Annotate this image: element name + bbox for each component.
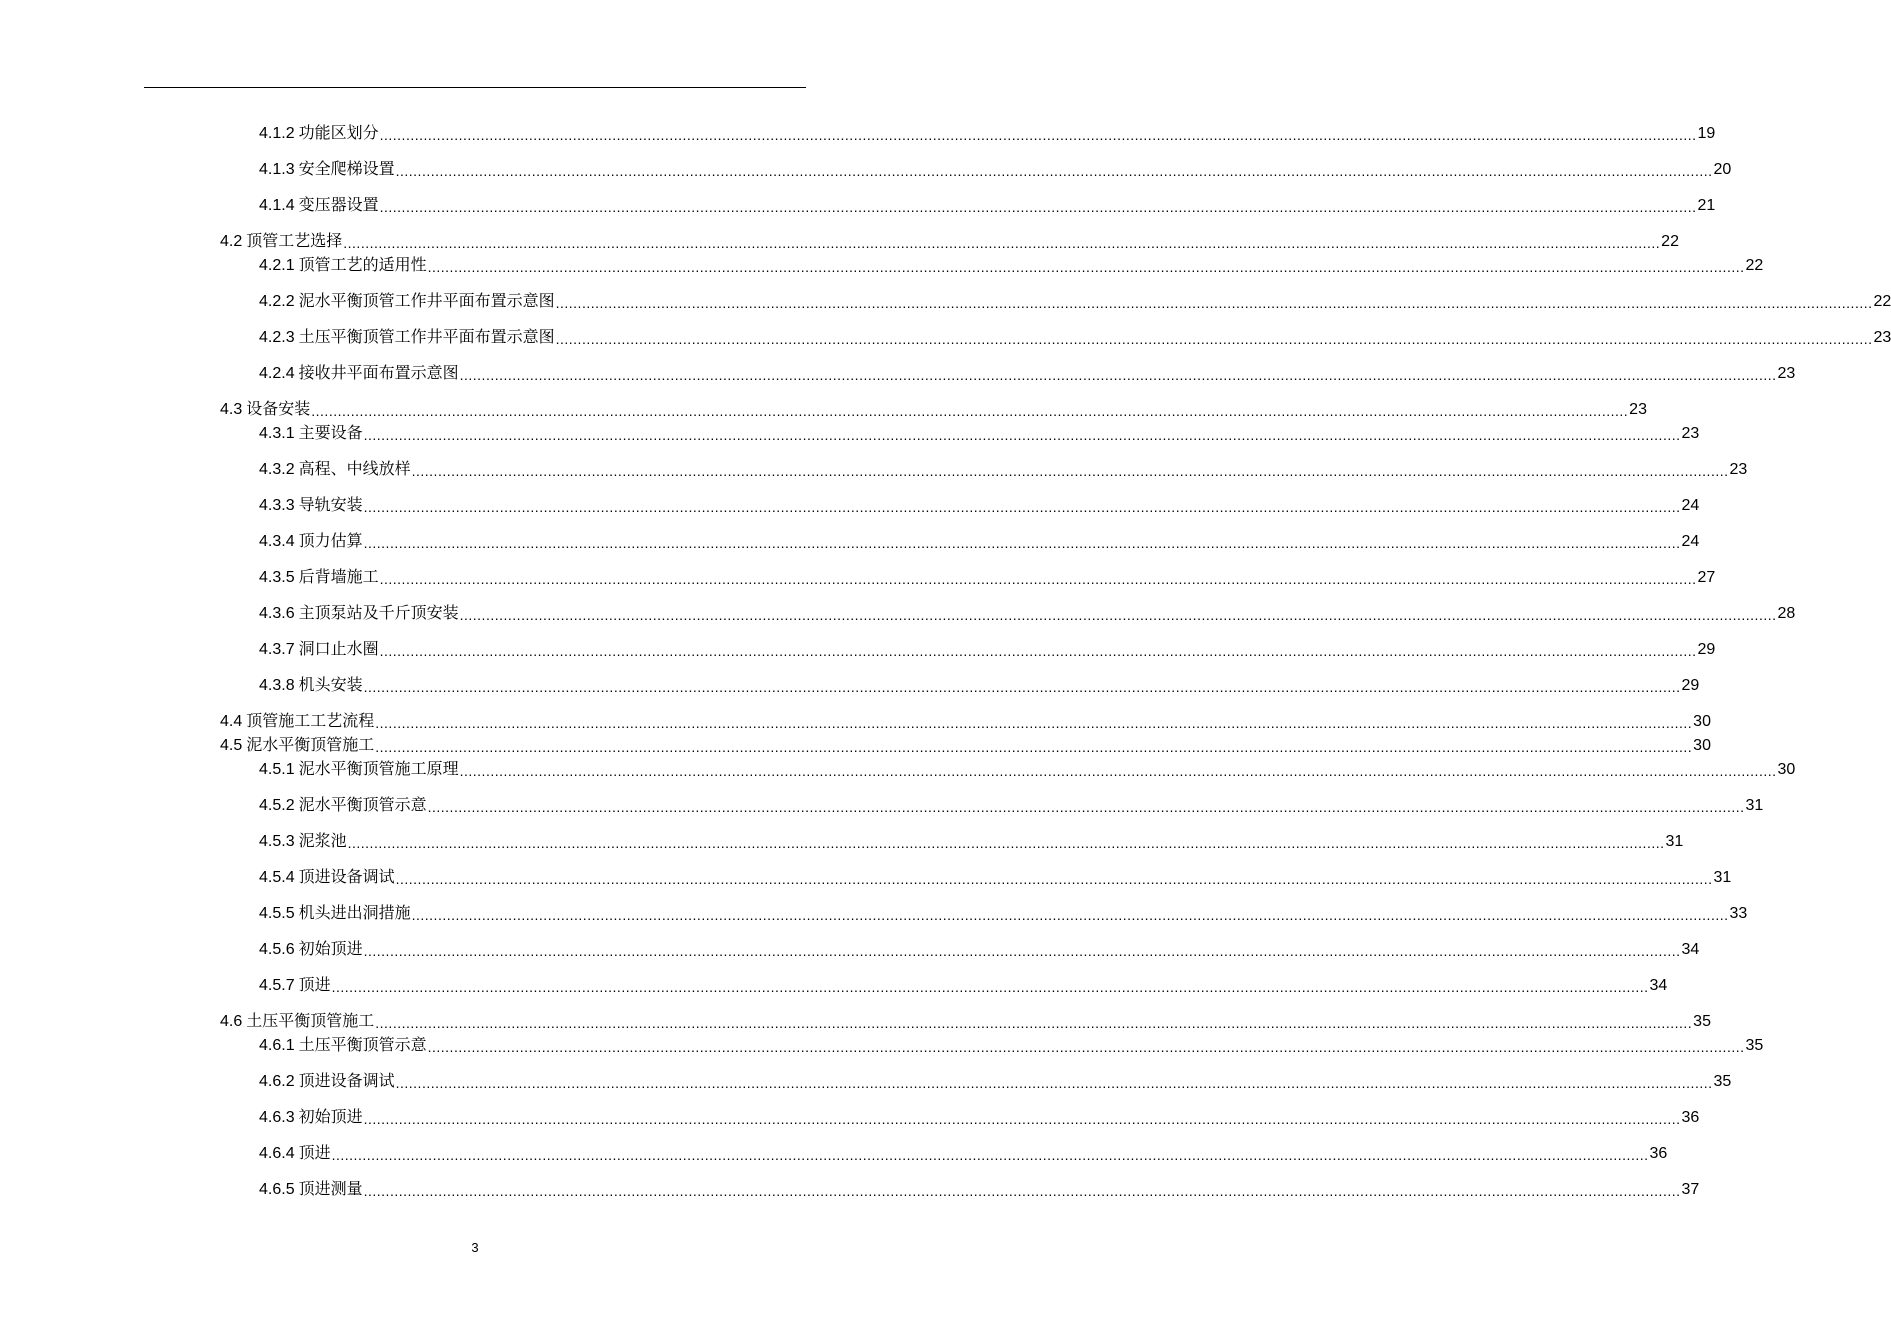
toc-dot-leader: ............................................................................................................................................................................................................................................................................................................ xyxy=(363,943,1681,959)
toc-dot-leader: ............................................................................................................................................................................................................................................................................................................ xyxy=(375,739,1693,755)
toc-entry[interactable] xyxy=(259,456,1748,480)
toc-entry-title: 顶进设备调试 xyxy=(298,1073,395,1090)
toc-entry-page: 29 xyxy=(1697,641,1716,658)
toc-entry-page: 35 xyxy=(1693,1013,1711,1030)
toc-entry-number: 4.4 xyxy=(220,713,243,730)
toc-entry-page: 22 xyxy=(1745,257,1764,274)
toc-entry-number: 4.3.8 xyxy=(259,677,295,694)
toc-entry-title: 后背墙施工 xyxy=(298,569,379,586)
toc-entry-number: 4.3.6 xyxy=(259,605,295,622)
toc-dot-leader: ............................................................................................................................................................................................................................................................................................................ xyxy=(375,715,1693,731)
toc-entry-number: 4.2.1 xyxy=(259,257,295,274)
toc-entry-number: 4.5 xyxy=(220,737,243,754)
toc-entry-title: 主要设备 xyxy=(298,425,363,442)
toc-entry[interactable] xyxy=(259,192,1716,216)
toc-entry-page: 23 xyxy=(1873,329,1891,346)
toc-dot-leader: ............................................................................................................................................................................................................................................................................................................ xyxy=(363,1111,1681,1127)
toc-entry[interactable] xyxy=(259,756,1796,780)
toc-entry[interactable] xyxy=(259,324,1891,348)
toc-dot-leader: ............................................................................................................................................................................................................................................................................................................ xyxy=(363,499,1681,515)
toc-dot-leader: ............................................................................................................................................................................................................................................................................................................ xyxy=(427,1039,1745,1055)
page-number: 3 xyxy=(471,1240,479,1255)
toc-dot-leader: ............................................................................................................................................................................................................................................................................................................ xyxy=(555,295,1873,311)
toc-entry-page: 29 xyxy=(1681,677,1700,694)
toc-entry-number: 4.3.4 xyxy=(259,533,295,550)
toc-entry-number: 4.5.3 xyxy=(259,833,295,850)
toc-entry-page: 27 xyxy=(1697,569,1716,586)
toc-dot-leader: ............................................................................................................................................................................................................................................................................................................ xyxy=(379,127,1697,143)
toc-dot-leader: ............................................................................................................................................................................................................................................................................................................ xyxy=(459,763,1777,779)
toc-entry-number: 4.5.6 xyxy=(259,941,295,958)
toc-dot-leader: ............................................................................................................................................................................................................................................................................................................ xyxy=(395,871,1713,887)
toc-entry-title: 泥水平衡顶管施工原理 xyxy=(298,761,459,778)
toc-entry[interactable] xyxy=(259,1068,1732,1092)
toc-entry-number: 4.6.5 xyxy=(259,1181,295,1198)
toc-dot-leader: ............................................................................................................................................................................................................................................................................................................ xyxy=(379,571,1697,587)
toc-entry[interactable] xyxy=(220,1008,1711,1032)
toc-entry-number: 4.2.4 xyxy=(259,365,295,382)
toc-entry-page: 37 xyxy=(1681,1181,1700,1198)
toc-dot-leader: ............................................................................................................................................................................................................................................................................................................ xyxy=(555,331,1873,347)
toc-entry[interactable] xyxy=(259,564,1716,588)
toc-entry-number: 4.2 xyxy=(220,233,243,250)
toc-entry[interactable] xyxy=(259,288,1891,312)
toc-entry-number: 4.1.3 xyxy=(259,161,295,178)
toc-entry[interactable] xyxy=(259,1032,1764,1056)
toc-entry-title: 泥水平衡顶管示意 xyxy=(298,797,427,814)
toc-entry-page: 23 xyxy=(1629,401,1647,418)
toc-dot-leader: ............................................................................................................................................................................................................................................................................................................ xyxy=(379,643,1697,659)
toc-dot-leader: ............................................................................................................................................................................................................................................................................................................ xyxy=(459,367,1777,383)
toc-dot-leader: ............................................................................................................................................................................................................................................................................................................ xyxy=(347,835,1665,851)
toc-entry-page: 35 xyxy=(1745,1037,1764,1054)
toc-entry[interactable] xyxy=(220,732,1711,756)
toc-entry[interactable] xyxy=(259,492,1700,516)
toc-entry[interactable] xyxy=(259,1140,1668,1164)
toc-entry-number: 4.6 xyxy=(220,1013,243,1030)
toc-dot-leader: ............................................................................................................................................................................................................................................................................................................ xyxy=(343,235,1661,251)
toc-dot-leader: ............................................................................................................................................................................................................................................................................................................ xyxy=(411,907,1729,923)
toc-entry-page: 36 xyxy=(1649,1145,1668,1162)
toc-entry-number: 4.5.7 xyxy=(259,977,295,994)
toc-entry-number: 4.2.3 xyxy=(259,329,295,346)
toc-entry-page: 34 xyxy=(1681,941,1700,958)
toc-entry-title: 顶管工艺选择 xyxy=(246,233,343,250)
toc-entry-page: 23 xyxy=(1729,461,1748,478)
toc-entry-number: 4.6.4 xyxy=(259,1145,295,1162)
toc-entry-number: 4.3.5 xyxy=(259,569,295,586)
toc-dot-leader: ............................................................................................................................................................................................................................................................................................................ xyxy=(375,1015,1693,1031)
toc-entry-title: 洞口止水圈 xyxy=(298,641,379,658)
toc-dot-leader: ............................................................................................................................................................................................................................................................................................................ xyxy=(379,199,1697,215)
toc-entry-title: 变压器设置 xyxy=(298,197,379,214)
toc-entry-number: 4.2.2 xyxy=(259,293,295,310)
toc-entry-page: 36 xyxy=(1681,1109,1700,1126)
toc-entry-number: 4.5.5 xyxy=(259,905,295,922)
toc-entry-number: 4.5.1 xyxy=(259,761,295,778)
toc-entry-page: 35 xyxy=(1713,1073,1732,1090)
toc-entry[interactable] xyxy=(259,600,1796,624)
toc-entry[interactable] xyxy=(259,936,1700,960)
toc-entry[interactable] xyxy=(259,900,1748,924)
toc-entry-title: 初始顶进 xyxy=(298,941,363,958)
toc-entry-title: 顶管施工工艺流程 xyxy=(246,713,375,730)
toc-dot-leader: ............................................................................................................................................................................................................................................................................................................ xyxy=(331,1147,1649,1163)
toc-entry-page: 33 xyxy=(1729,905,1748,922)
toc-dot-leader: ............................................................................................................................................................................................................................................................................................................ xyxy=(363,535,1681,551)
toc-entry[interactable] xyxy=(220,708,1711,732)
toc-entry[interactable] xyxy=(220,396,1647,420)
toc-dot-leader: ............................................................................................................................................................................................................................................................................................................ xyxy=(395,1075,1713,1091)
toc-entry-number: 4.3.2 xyxy=(259,461,295,478)
toc-entry-number: 4.1.4 xyxy=(259,197,295,214)
toc-entry-page: 30 xyxy=(1693,713,1711,730)
toc-entry-title: 顶进 xyxy=(298,977,331,994)
toc-entry[interactable] xyxy=(259,828,1684,852)
toc-entry[interactable] xyxy=(259,672,1700,696)
toc-entry-page: 24 xyxy=(1681,497,1700,514)
toc-entry-title: 机头安装 xyxy=(298,677,363,694)
toc-entry-number: 4.3.1 xyxy=(259,425,295,442)
toc-entry-number: 4.3.3 xyxy=(259,497,295,514)
toc-entry-page: 34 xyxy=(1649,977,1668,994)
toc-entry-page: 28 xyxy=(1777,605,1796,622)
toc-entry-number: 4.3.7 xyxy=(259,641,295,658)
toc-entry-title: 顶力估算 xyxy=(298,533,363,550)
toc-entry-number: 4.6.3 xyxy=(259,1109,295,1126)
toc-entry-page: 31 xyxy=(1713,869,1732,886)
toc-entry-page: 21 xyxy=(1697,197,1716,214)
toc-entry-number: 4.6.1 xyxy=(259,1037,295,1054)
toc-dot-leader: ............................................................................................................................................................................................................................................................................................................ xyxy=(395,163,1713,179)
toc-dot-leader: ............................................................................................................................................................................................................................................................................................................ xyxy=(411,463,1729,479)
toc-entry[interactable] xyxy=(259,1104,1700,1128)
toc-dot-leader: ............................................................................................................................................................................................................................................................................................................ xyxy=(363,679,1681,695)
toc-entry-title: 安全爬梯设置 xyxy=(298,161,395,178)
toc-entry-title: 设备安装 xyxy=(246,401,311,418)
toc-entry-title: 顶管工艺的适用性 xyxy=(298,257,427,274)
toc-entry-page: 22 xyxy=(1661,233,1679,250)
toc-entry-title: 土压平衡顶管工作井平面布置示意图 xyxy=(298,329,555,346)
toc-entry-page: 31 xyxy=(1745,797,1764,814)
toc-entry[interactable] xyxy=(259,1176,1700,1200)
toc-entry-number: 4.3 xyxy=(220,401,243,418)
toc-entry-number: 4.1.2 xyxy=(259,125,295,142)
toc-dot-leader: ............................................................................................................................................................................................................................................................................................................ xyxy=(363,1183,1681,1199)
toc-entry-page: 23 xyxy=(1681,425,1700,442)
toc-dot-leader: ............................................................................................................................................................................................................................................................................................................ xyxy=(331,979,1649,995)
toc-entry[interactable] xyxy=(259,864,1732,888)
toc-entry[interactable] xyxy=(259,252,1764,276)
toc-entry-title: 土压平衡顶管施工 xyxy=(246,1013,375,1030)
toc-entry[interactable] xyxy=(259,636,1716,660)
toc-entry-title: 导轨安装 xyxy=(298,497,363,514)
toc-entry-title: 主顶泵站及千斤顶安装 xyxy=(298,605,459,622)
toc-entry-title: 初始顶进 xyxy=(298,1109,363,1126)
toc-entry[interactable] xyxy=(259,360,1796,384)
toc-entry[interactable] xyxy=(259,528,1700,552)
toc-entry-title: 高程、中线放样 xyxy=(298,461,411,478)
toc-entry-page: 30 xyxy=(1777,761,1796,778)
toc-entry-number: 4.5.2 xyxy=(259,797,295,814)
toc-entry[interactable] xyxy=(259,792,1764,816)
toc-dot-leader: ............................................................................................................................................................................................................................................................................................................ xyxy=(427,799,1745,815)
toc-entry[interactable] xyxy=(220,228,1679,252)
toc-entry-page: 23 xyxy=(1777,365,1796,382)
toc-entry-title: 土压平衡顶管示意 xyxy=(298,1037,427,1054)
toc-entry[interactable] xyxy=(259,120,1716,144)
toc-entry-page: 20 xyxy=(1713,161,1732,178)
toc-entry-number: 4.5.4 xyxy=(259,869,295,886)
toc-entry-title: 泥水平衡顶管工作井平面布置示意图 xyxy=(298,293,555,310)
toc-entry-title: 顶进测量 xyxy=(298,1181,363,1198)
toc-dot-leader: ............................................................................................................................................................................................................................................................................................................ xyxy=(363,427,1681,443)
toc-entry-page: 24 xyxy=(1681,533,1700,550)
toc-entry-number: 4.6.2 xyxy=(259,1073,295,1090)
toc-dot-leader: ............................................................................................................................................................................................................................................................................................................ xyxy=(311,403,1629,419)
toc-entry-page: 30 xyxy=(1693,737,1711,754)
toc-entry-title: 泥浆池 xyxy=(298,833,347,850)
toc-entry-title: 功能区划分 xyxy=(298,125,379,142)
toc-entry-page: 22 xyxy=(1873,293,1891,310)
toc-entry-title: 接收井平面布置示意图 xyxy=(298,365,459,382)
toc-entry-title: 顶进设备调试 xyxy=(298,869,395,886)
toc-dot-leader: ............................................................................................................................................................................................................................................................................................................ xyxy=(427,259,1745,275)
toc-entry[interactable] xyxy=(259,156,1732,180)
toc-entry-page: 31 xyxy=(1665,833,1684,850)
toc-entry-title: 泥水平衡顶管施工 xyxy=(246,737,375,754)
toc-dot-leader: ............................................................................................................................................................................................................................................................................................................ xyxy=(459,607,1777,623)
toc-entry[interactable] xyxy=(259,972,1668,996)
toc-entry[interactable] xyxy=(259,420,1700,444)
toc-entry-title: 机头进出洞措施 xyxy=(298,905,411,922)
toc-entry-page: 19 xyxy=(1697,125,1716,142)
toc-entry-title: 顶进 xyxy=(298,1145,331,1162)
